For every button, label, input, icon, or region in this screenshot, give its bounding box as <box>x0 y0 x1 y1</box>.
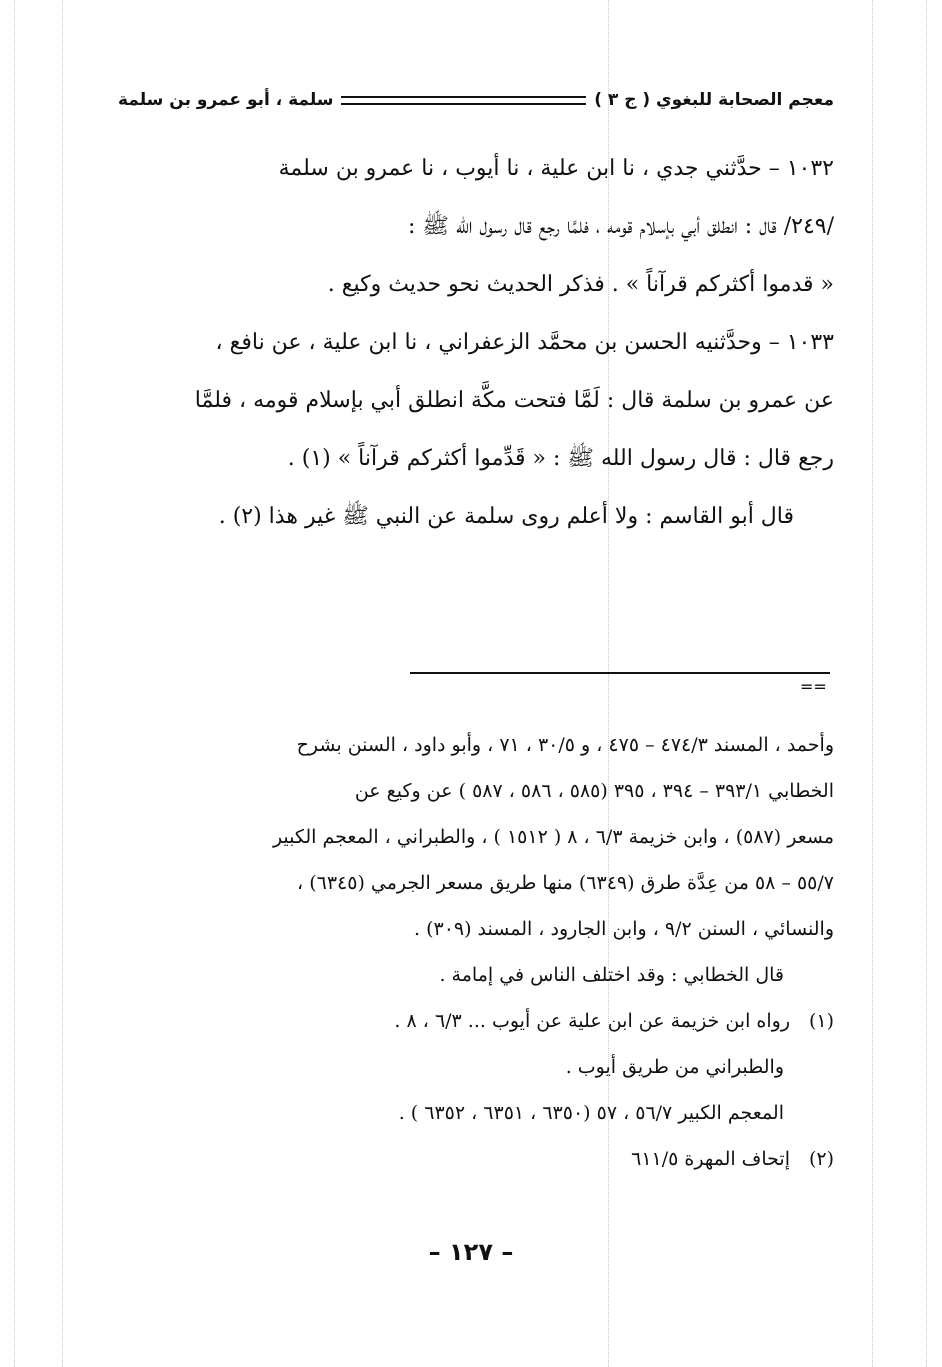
text-line: ١٠٣٣ – وحدَّثنيه الحسن بن محمَّد الزعفراني ، نا ابن علية ، عن نافع ، <box>215 330 834 355</box>
footnote-2 <box>118 1136 834 1182</box>
text-line: رجع قال : قال رسول الله ﷺ : « قَدِّموا أكثركم قرآناً » (١) . <box>287 446 834 471</box>
footnote-number: (٢) <box>808 1148 834 1170</box>
footnote-line: رواه ابن خزيمة عن ابن علية عن أيوب ... ٦/٣ ، ٨ . <box>394 1010 790 1032</box>
header-section-title: سلمة ، أبو عمرو بن سلمة <box>118 90 334 110</box>
main-text <box>118 140 834 546</box>
header-rule <box>341 96 586 105</box>
scan-margin-line <box>926 0 927 1367</box>
footnote-separator <box>410 672 830 674</box>
text-line: « قدموا أكثركم قرآناً » . فذكر الحديث نحو حديث وكيع . <box>327 272 834 297</box>
page-number: – ١٢٧ – <box>428 1238 514 1266</box>
scan-margin-line <box>62 0 63 1367</box>
footnote-line: قال الخطابي : وقد اختلف الناس في إمامة . <box>439 964 784 986</box>
separator-mark: == <box>800 677 827 696</box>
text-line: قال أبو القاسم : ولا أعلم روى سلمة عن النبي ﷺ غير هذا (٢) . <box>218 504 794 529</box>
scan-margin-line <box>872 0 873 1367</box>
footnote-line: الخطابي ٣٩٣/١ – ٣٩٤ ، ٣٩٥ (٥٨٥ ، ٥٨٦ ، ٥٨٧ ) عن وكيع عن <box>354 780 834 802</box>
scan-margin-line <box>14 0 15 1367</box>
running-header <box>118 84 834 116</box>
text-line: ١٠٣٢ – حدَّثني جدي ، نا ابن علية ، نا أيوب ، نا عمرو بن سلمة <box>278 156 834 181</box>
footnote-line: والطبراني من طريق أيوب . <box>565 1056 784 1078</box>
footnote-line: والنسائي ، السنن ٩/٢ ، وابن الجارود ، المسند (٣٠٩) . <box>413 918 834 940</box>
footnote-line: إتحاف المهرة ٦١١/٥ <box>631 1148 790 1170</box>
header-book-title: معجم الصحابة للبغوي ( ج ٣ ) <box>594 90 834 110</box>
footnotes <box>118 722 834 1182</box>
footnote-line: المعجم الكبير ٥٦/٧ ، ٥٧ (٦٣٥٠ ، ٦٣٥١ ، ٦٣٥٢ ) . <box>398 1102 784 1124</box>
footnote-line: وأحمد ، المسند ٤٧٤/٣ – ٤٧٥ ، و ٣٠/٥ ، ٧١ ، وأبو داود ، السنن بشرح <box>296 734 834 756</box>
footnote-line: مسعر (٥٨٧) ، وابن خزيمة ٦/٣ ، ٨ ( ١٥١٢ ) ، والطبراني ، المعجم الكبير <box>272 826 834 848</box>
footnote-1 <box>118 998 834 1044</box>
text-line: /٢٤٩/ قال : انطلق أبي بإسلام قومه ، فلمَّا رجع قال رسول الله ﷺ : <box>407 214 834 239</box>
text-line: عن عمرو بن سلمة قال : لَمَّا فتحت مكَّة انطلق أبي بإسلام قومه ، فلمَّا <box>194 388 834 413</box>
footnote-line: ٥٥/٧ – ٥٨ من عِدَّة طرق (٦٣٤٩) منها طريق مسعر الجرمي (٦٣٤٥) ، <box>297 872 834 894</box>
footnote-number: (١) <box>808 1010 834 1032</box>
